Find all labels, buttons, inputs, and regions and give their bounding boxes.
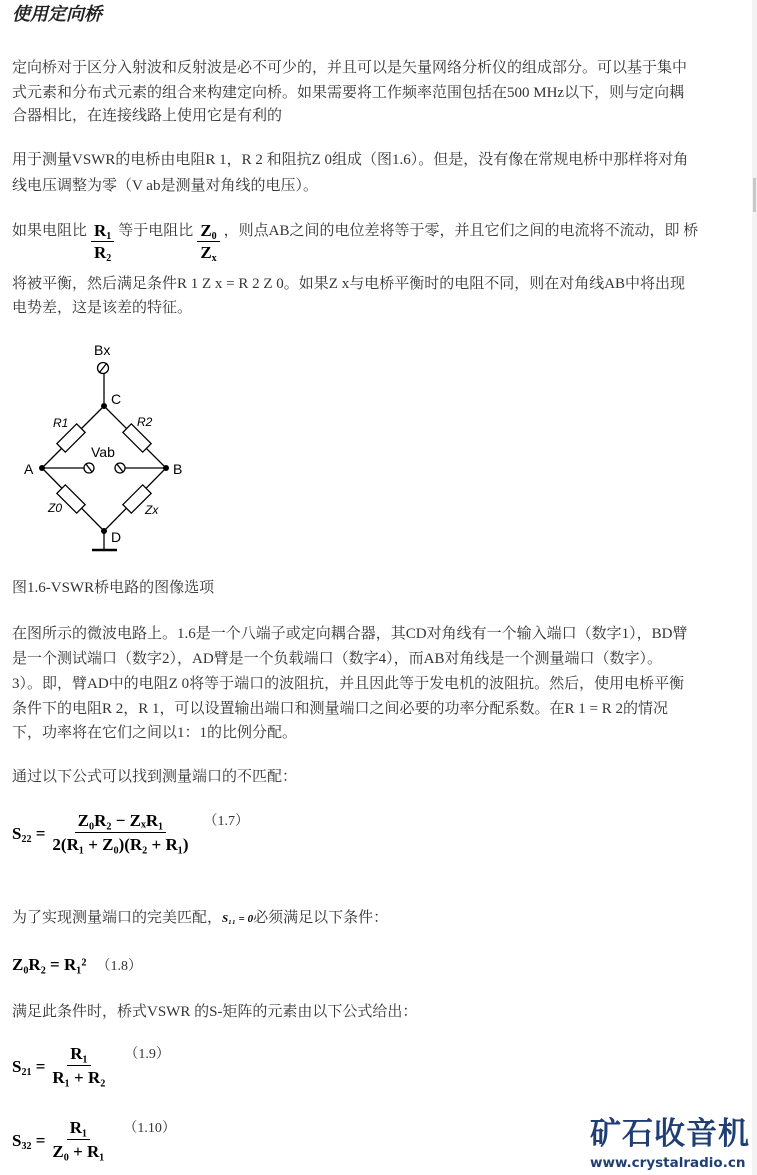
text-line: 在图所示的微波电路上。1.6是一个八端子或定向耦合器，其CD对角线有一个输入端口（数字1），BD臂 (12, 626, 688, 642)
text-fragment: 等于电阻比 (118, 223, 194, 239)
equation-number: （1.10） (123, 1121, 176, 1136)
equation-number: （1.9） (124, 1047, 170, 1062)
text-fragment: ，则点AB之间的电位差将等于零，并且它们之间的电流将不流动，即 桥 (223, 223, 699, 239)
text-fragment: 如果电阻比 (12, 223, 88, 239)
equation-fraction (49, 1117, 107, 1164)
label-b: B (173, 461, 183, 477)
equation-fraction (49, 1043, 108, 1090)
fraction-denominator: Z (200, 243, 212, 262)
symbol: S (12, 1056, 22, 1076)
subscript: 22 (21, 833, 32, 845)
equation-number: （1.7） (203, 814, 249, 829)
text-line: 合器相比，在连接线路上使用它是有利的 (12, 108, 283, 124)
text-line: 定向桥对于区分入射波和反射波是必不可少的，并且可以是矢量网络分析仪的组成部分。可以基于集中 (12, 60, 688, 76)
label-z0: Z0 (48, 501, 63, 515)
scrollbar-thumb[interactable] (753, 178, 756, 212)
node-b (163, 465, 169, 471)
subscript: x (211, 253, 217, 264)
equation-lhs: $S_{32}$ = (12, 1130, 46, 1152)
fraction-denominator: 2(R₁ + Z₀)(R₂ + R₁) (52, 835, 189, 854)
equation-number: （1.8） (96, 959, 142, 974)
vswr-bridge-circuit-diagram (0, 330, 260, 570)
subscript: 0 (211, 231, 217, 242)
resistance-ratio-fraction (91, 221, 114, 264)
text-line (12, 908, 388, 929)
label-c: C (111, 391, 122, 407)
label-vab: Vab (91, 444, 115, 460)
text-fragment: 必须满足以下条件： (253, 910, 389, 926)
equation-fraction (49, 810, 191, 857)
watermark-logo (590, 1108, 750, 1171)
inline-math: S₁₁ = 0 (222, 913, 254, 925)
label-r1: R1 (53, 416, 69, 430)
text-line-with-fractions (12, 221, 698, 265)
subscript: 1 (106, 231, 112, 242)
subscript: 21 (21, 1066, 32, 1078)
fraction-denominator: R (94, 243, 107, 262)
impedance-ratio-fraction (197, 221, 219, 264)
text-line: 将被平衡，然后满足条件R 1 Z x = R 2 Z 0。如果Z x与电桥平衡时的电阻不同，则在对角线AB中将出现 (12, 276, 686, 292)
equation-lhs: $S_{21}$ = (12, 1056, 46, 1078)
text-line: 条件下的电阻R 2，R 1，可以设置输出端口和测量端口之间必要的功率分配系数。在R 1 = R 2的情况 (12, 701, 668, 717)
watermark-name: 矿石收音机 (590, 1116, 750, 1152)
fraction-numerator: Z₀R₂ − ZₓR₁ (75, 810, 167, 833)
text-fragment: 为了实现测量端口的完美匹配， (12, 910, 223, 926)
node-d (101, 528, 107, 534)
watermark-url: www.crystalradio.cn (590, 1155, 746, 1171)
equation-body: Z₀R₂ = R₁² (12, 955, 87, 974)
equation-1-10 (12, 1117, 176, 1164)
node-c (101, 403, 107, 409)
label-r2: R2 (137, 415, 153, 429)
fraction-numerator: R₁ (67, 1117, 90, 1140)
text-line: 下，功率将在它们之间以1：1的比例分配。 (12, 725, 298, 741)
text-line: 式元素和分布式元素的组合来构建定向桥。如果需要将工作频率范围包括在500 MHz以下，则与定向耦 (12, 85, 685, 101)
fraction-denominator: Z₀ + R₁ (52, 1142, 105, 1161)
label-zx: Zx (145, 503, 159, 517)
fraction-denominator: R₁ + R₂ (52, 1068, 106, 1087)
symbol: S (12, 823, 22, 843)
equation-1-7 (12, 810, 249, 857)
label-bx: Bx (94, 342, 111, 358)
text-line: 电势差，这是该差的特征。 (12, 300, 193, 316)
text-line: 是一个测试端口（数字2），AD臂是一个负载端口（数字4），而AB对角线是一个测量端口（数字）。 (12, 651, 663, 667)
text-line: 满足此条件时，桥式VSWR 的S-矩阵的元素由以下公式给出： (12, 1004, 418, 1020)
label-a: A (24, 461, 34, 477)
equation-1-9 (12, 1043, 170, 1090)
subscript: 32 (21, 1140, 32, 1152)
figure-caption: 图1.6-VSWR桥电路的图像选项 (12, 580, 215, 596)
text-line: 用于测量VSWR的电桥由电阻R 1，R 2 和阻抗Z 0组成（图1.6）。但是，没有像在常规电桥中那样将对角 (12, 152, 689, 168)
node-a (39, 465, 45, 471)
page-title: 使用定向桥 (12, 4, 102, 25)
fraction-numerator: R (94, 221, 107, 240)
vertical-scrollbar[interactable] (752, 0, 757, 1175)
label-d: D (111, 529, 122, 545)
equation-lhs: $S_{22}$ = (12, 823, 46, 845)
equation-1-8 (12, 955, 142, 975)
subscript: 2 (106, 253, 112, 264)
symbol: S (12, 1130, 22, 1150)
fraction-numerator: R₁ (67, 1043, 90, 1066)
text-line: 3）。即，臂AD中的电阻Z 0将等于端口的波阻抗，并且因此等于发电机的波阻抗。然后，使用电桥平衡 (12, 676, 685, 692)
text-line: 通过以下公式可以找到测量端口的不匹配： (12, 769, 298, 785)
fraction-numerator: Z (200, 221, 212, 240)
text-line: 线电压调整为零（V ab是测量对角线的电压）。 (12, 178, 318, 194)
